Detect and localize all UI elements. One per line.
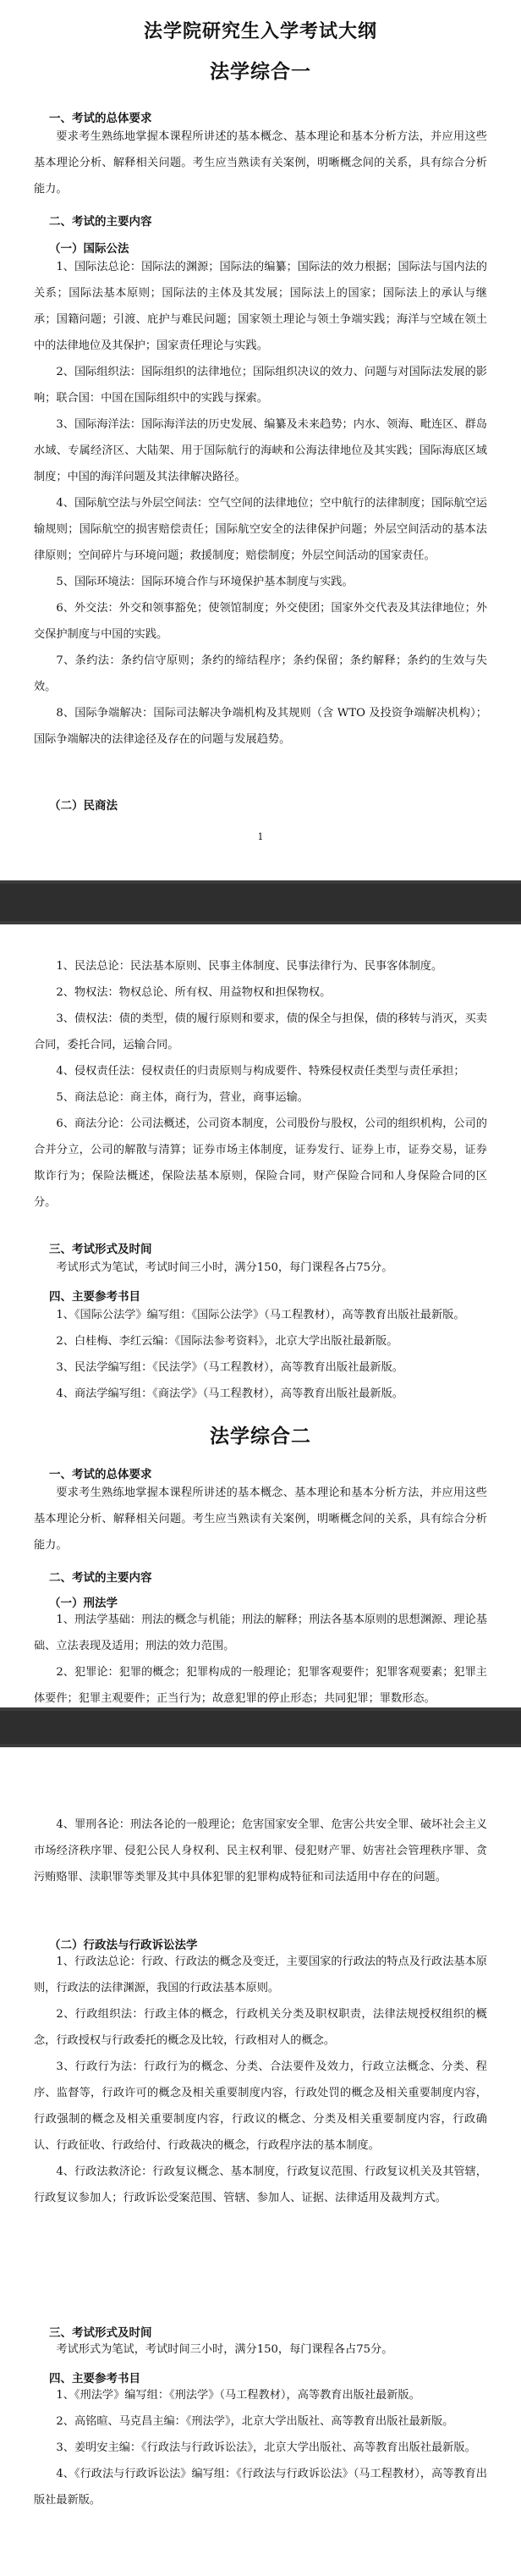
document-title: 法学院研究生入学考试大纲: [143, 20, 377, 42]
heading-international-law: （一）国际公法: [49, 242, 129, 256]
page-number-1: 1: [257, 831, 264, 842]
list-item: 2、犯罪论：犯罪的概念；犯罪构成的一般理论；犯罪客观要件；犯罪客观要素；犯罪主体要件；犯罪主观要件；正当行为；故意犯罪的停止形态；共同犯罪；罪数形态。: [34, 1666, 487, 1705]
list-item: 2、国际组织法：国际组织的法律地位；国际组织决议的效力、问题与对国际法发展的影响；联合国：中国在国际组织中的实践与探索。: [34, 366, 487, 405]
book-item: 4、商法学编写组：《商法学》（马工程教材），高等教育出版社最新版。: [56, 1387, 403, 1400]
requirements-text-2: 要求考生熟练地掌握本课程所讲述的基本概念、基本理论和基本分析方法，并应用这些基本理论分析、解释相关问题。考生应当熟读有关案例，明晰概念间的关系，具有综合分析能力。: [34, 1487, 487, 1552]
list-item: 1、行政法总论：行政、行政法的概念及变迁，主要国家的行政法的特点及行政法基本原则，行政法的法律渊源，我国的行政法基本原则。: [34, 1955, 487, 1994]
list-item: 2、物权法：物权总论、所有权、用益物权和担保物权。: [56, 986, 332, 999]
heading-exam-form: 三、考试形式及时间: [49, 1243, 152, 1256]
heading-requirements: 一、考试的总体要求: [49, 112, 152, 125]
page-separator: [0, 1707, 521, 1747]
list-item: 3、债权法：债的类型，债的履行原则和要求，债的保全与担保，债的移转与消灭，买卖合同，委托合同，运输合同。: [34, 1012, 487, 1051]
list-item: 4、罪刑各论：刑法各论的一般理论；危害国家安全罪、危害公共安全罪、破坏社会主义市场经济秩序罪、侵犯公民人身权利、民主权利罪、侵犯财产罪、妨害社会管理秩序罪、贪污贿赂罪、渎职罪等类罪及其中具体犯罪的犯罪构成特征和司法适用中存在的问题。: [34, 1818, 487, 1884]
list-item: 1、国际法总论：国际法的渊源；国际法的编纂；国际法的效力根据；国际法与国内法的关系；国际法基本原则；国际法的主体及其发展；国际法上的国家；国际法上的承认与继承；国籍问题；引渡、庇护与难民问题；国家领土理论与领土争端实践；海洋与空域在领土中的法律地位及其保护；国家责任理论与实践。: [34, 261, 487, 352]
list-item: 4、国际航空法与外层空间法：空气空间的法律地位；空中航行的法律制度；国际航空运输规则；国际航空的损害赔偿责任；国际航空安全的法律保护问题；外层空间活动的基本法律原则；空间碎片与环境问题；救援制度；赔偿制度；外层空间活动的国家责任。: [34, 497, 487, 562]
document-page-3: [0, 1747, 521, 2576]
page-separator: [0, 880, 521, 924]
list-item: 8、国际争端解决：国际司法解决争端机构及其规则（含 WTO 及投资争端解决机构）；国际争端解决的法律途径及存在的问题与发展趋势。: [34, 707, 487, 746]
list-item: 1、刑法学基础：刑法的概念与机能；刑法的解释；刑法各基本原则的思想渊源、理论基础、立法表现及适用；刑法的效力范围。: [34, 1613, 487, 1652]
book-item: 2、高铭暄、马克昌主编：《刑法学》，北京大学出版社、高等教育出版社最新版。: [56, 2415, 454, 2428]
book-item: 3、民法学编写组：《民法学》（马工程教材），高等教育出版社最新版。: [56, 1361, 403, 1374]
heading-requirements-2: 一、考试的总体要求: [49, 1468, 152, 1481]
heading-reference-books: 四、主要参考书目: [49, 1290, 140, 1304]
document-page-2: [0, 924, 521, 1707]
book-item: 2、白桂梅、李红云编：《国际法参考资料》，北京大学出版社最新版。: [56, 1335, 398, 1348]
exam-form-text: 考试形式为笔试，考试时间三小时，满分150，每门课程各占75分。: [56, 1261, 393, 1274]
heading-criminal-law: （一）刑法学: [49, 1597, 118, 1610]
heading-exam-form-2: 三、考试形式及时间: [49, 2326, 152, 2340]
list-item: 7、条约法：条约信守原则；条约的缔结程序；条约保留；条约解释；条约的生效与失效。: [34, 654, 487, 693]
list-item: 6、外交法：外交和领事豁免；使领馆制度；外交使团；国家外交代表及其法律地位；外交保护制度与中国的实践。: [34, 602, 487, 641]
heading-main-content-2: 二、考试的主要内容: [49, 1571, 152, 1585]
list-item: 3、行政行为法：行政行为的概念、分类、合法要件及效力，行政立法概念、分类、程序、监督等，行政许可的概念及相关重要制度内容，行政处罚的概念及相关重要制度内容，行政强制的概念及相关重要制度内容，行政议的概念、分类及相关重要制度内容，行政确认、行政征收、行政给付、行政裁决的概念，行政程序法的基本制度。: [34, 2060, 487, 2152]
exam-form-text-2: 考试形式为笔试，考试时间三小时，满分150，每门课程各占75分。: [56, 2343, 393, 2356]
list-item: 4、行政法救济论：行政复议概念、基本制度，行政复议范围、行政复议机关及其管辖，行政复议参加人；行政诉讼受案范围、管辖、参加人、证据、法律适用及裁判方式。: [34, 2165, 487, 2204]
heading-administrative-law: （二）行政法与行政诉讼法学: [49, 1939, 198, 1952]
section-title-2: 法学综合二: [210, 1425, 311, 1448]
section-title-1: 法学综合一: [210, 60, 311, 83]
list-item: 3、国际海洋法：国际海洋法的历史发展、编纂及未来趋势；内水、领海、毗连区、群岛水域、专属经济区、大陆架、用于国际航行的海峡和公海法律地位及其实践；国际海底区域制度；中国的海洋问题及其法律解决路径。: [34, 418, 487, 483]
list-item: 1、民法总论：民法基本原则、民事主体制度、民事法律行为、民事客体制度。: [56, 960, 443, 973]
heading-civil-commercial-law: （二）民商法: [49, 799, 118, 813]
book-item: 3、姜明安主编：《行政法与行政诉讼法》，北京大学出版社、高等教育出版社最新版。: [56, 2441, 476, 2454]
book-item: 4、《行政法与行政诉讼法》编写组：《行政法与行政诉讼法》（马工程教材），高等教育出版社最新版。: [34, 2468, 487, 2507]
list-item: 4、侵权责任法：侵权责任的归责原则与构成要件、特殊侵权责任类型与责任承担；: [56, 1065, 465, 1078]
requirements-text: 要求考生熟练地掌握本课程所讲述的基本概念、基本理论和基本分析方法，并应用这些基本理论分析、解释相关问题。考生应当熟读有关案例，明晰概念间的关系，具有综合分析能力。: [34, 130, 487, 196]
list-item: 6、商法分论：公司法概述，公司资本制度，公司股份与股权，公司的组织机构，公司的合并分立，公司的解散与清算；证券市场主体制度，证券发行、证券上市，证券交易，证券欺诈行为；保险法概述，保险法基本原则，保险合同，财产保险合同和人身保险合同的区分。: [34, 1117, 487, 1209]
document-page-1: [0, 0, 521, 880]
list-item: 5、国际环境法：国际环境合作与环境保护基本制度与实践。: [56, 576, 354, 588]
list-item: 5、商法总论：商主体，商行为，营业，商事运输。: [56, 1091, 309, 1104]
list-item: 2、行政组织法：行政主体的概念，行政机关分类及职权职责，法律法规授权组织的概念，行政授权与行政委托的概念及比较，行政相对人的概念。: [34, 2008, 487, 2047]
book-item: 1、《刑法学》编写组：《刑法学》（马工程教材），高等教育出版社最新版。: [56, 2389, 420, 2402]
heading-reference-books-2: 四、主要参考书目: [49, 2372, 140, 2386]
book-item: 1、《国际公法学》编写组：《国际公法学》（马工程教材），高等教育出版社最新版。: [56, 1309, 465, 1321]
heading-main-content: 二、考试的主要内容: [49, 215, 152, 229]
